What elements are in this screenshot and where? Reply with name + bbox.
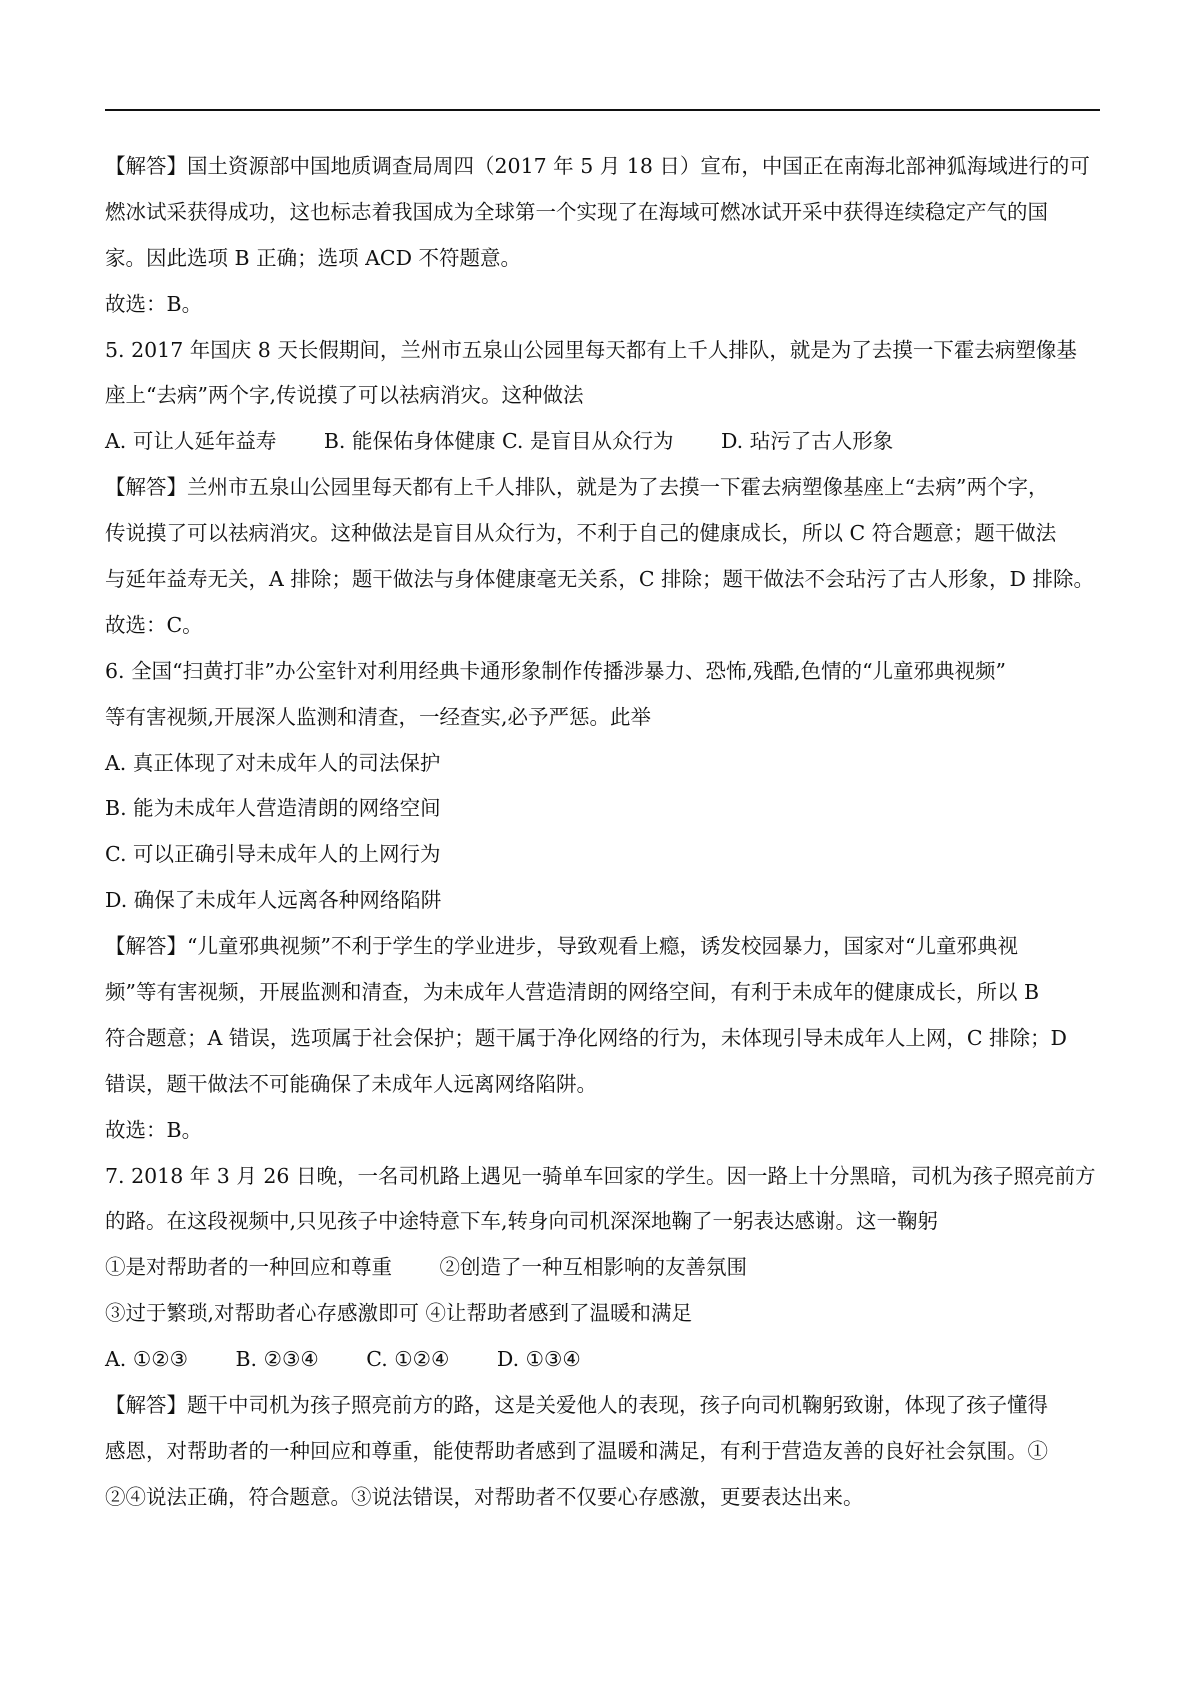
question-stem: 座上“去病”两个字,传说摸了可以祛病消灾。这种做法 [105, 383, 584, 408]
answer-text: ②④说法正确，符合题意。③说法错误，对帮助者不仅要心存感激，更要表达出来。 [105, 1484, 864, 1509]
question-stem: 5. 2017 年国庆 8 天长假期间，兰州市五泉山公园里每天都有上千人排队，就是为了去摸一下霍去病塑像基 [105, 337, 1077, 362]
answer-text: 频”等有害视频，开展监测和清查，为未成年人营造清朗的网络空间，有利于未成年的健康成长，所以 B [105, 980, 1040, 1005]
option-d: D. 确保了未成年人远离各种网络陷阱 [105, 888, 442, 913]
answer-text: 符合题意；A 错误，选项属于社会保护；题干属于净化网络的行为，未体现引导未成年人上网，C 排除；D [105, 1025, 1067, 1050]
answer-choice: 故选：B。 [105, 1117, 203, 1142]
answer-text: 燃冰试采获得成功，这也标志着我国成为全球第一个实现了在海域可燃冰试开采中获得连续稳定产气的国 [105, 199, 1048, 224]
statement-list: ③过于繁琐,对帮助者心存感激即可 ④让帮助者感到了温暖和满足 [105, 1301, 693, 1326]
question-stem: 6. 全国“扫黄打非”办公室针对利用经典卡通形象制作传播涉暴力、恐怖,残酷,色情的“儿童邪典视频” [105, 658, 1007, 683]
question-6 [105, 649, 1100, 1154]
answer-text: 家。因此选项 B 正确；选项 ACD 不符题意。 [105, 245, 522, 270]
answer-text: 【解答】题干中司机为孩子照亮前方的路，这是关爱他人的表现，孩子向司机鞠躬致谢，体现了孩子懂得 [105, 1393, 1048, 1418]
q4-answer-block [105, 144, 1100, 328]
answer-text: 【解答】兰州市五泉山公园里每天都有上千人排队，就是为了去摸一下霍去病塑像基座上“去病”两个字， [105, 475, 1049, 500]
question-options: A. 可让人延年益寿 B. 能保佑身体健康 C. 是盲目从众行为 D. 玷污了古人形象 [105, 429, 894, 454]
answer-choice: 故选：B。 [105, 291, 203, 316]
answer-text: 错误，题干做法不可能确保了未成年人远离网络陷阱。 [105, 1071, 597, 1096]
statement-list: ①是对帮助者的一种回应和尊重 ②创造了一种互相影响的友善氛围 [105, 1255, 748, 1280]
question-stem: 7. 2018 年 3 月 26 日晚，一名司机路上遇见一骑单车回家的学生。因一路上十分黑暗，司机为孩子照亮前方 [105, 1163, 1096, 1188]
question-7 [105, 1154, 1100, 1521]
answer-text: 【解答】“儿童邪典视频”不利于学生的学业进步，导致观看上瘾，诱发校园暴力，国家对“儿童邪典视 [105, 934, 1018, 959]
question-stem: 等有害视频,开展深人监测和清查，一经查实,必予严惩。此举 [105, 704, 652, 729]
option-b: B. 能为未成年人营造清朗的网络空间 [105, 796, 441, 821]
header-rule [105, 109, 1100, 111]
answer-text: 感恩，对帮助者的一种回应和尊重，能使帮助者感到了温暖和满足，有利于营造友善的良好社会氛围。① [105, 1438, 1048, 1463]
answer-text: 传说摸了可以祛病消灾。这种做法是盲目从众行为，不利于自己的健康成长，所以 C 符合题意；题干做法 [105, 521, 1057, 546]
answer-text: 【解答】国土资源部中国地质调查局周四（2017 年 5 月 18 日）宣布，中国正在南海北部神狐海域进行的可 [105, 154, 1090, 178]
option-a: A. 真正体现了对未成年人的司法保护 [105, 750, 441, 775]
question-options: A. ①②③ B. ②③④ C. ①②④ D. ①③④ [105, 1347, 581, 1372]
page-content [105, 144, 1100, 1521]
answer-text: 与延年益寿无关，A 排除；题干做法与身体健康毫无关系，C 排除；题干做法不会玷污了古人形象，D 排除。 [105, 567, 1094, 592]
option-c: C. 可以正确引导未成年人的上网行为 [105, 842, 441, 867]
answer-choice: 故选：C。 [105, 612, 203, 637]
question-5 [105, 328, 1100, 649]
question-stem: 的路。在这段视频中,只见孩子中途特意下车,转身向司机深深地鞠了一躬表达感谢。这一鞠躬 [105, 1209, 939, 1234]
